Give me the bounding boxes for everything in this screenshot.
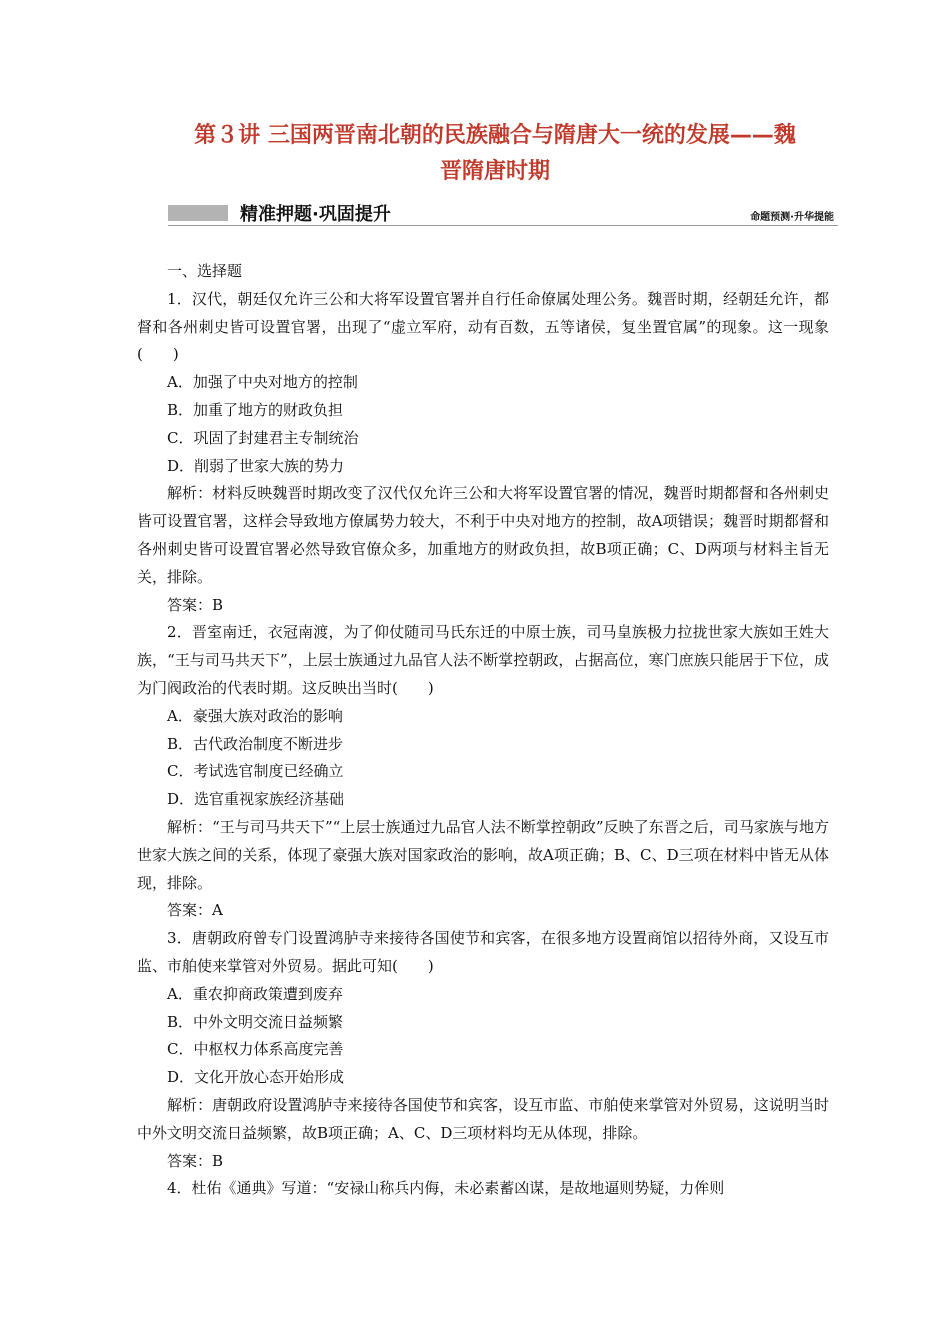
question-3-option-d: D．文化开放心态开始形成 [167,1068,345,1087]
question-3-stem: 3．唐朝政府曾专门设置鸿胪寺来接待各国使节和宾客，在很多地方设置商馆以招待外商，又设互市监、市舶使来掌管对外贸易。据此可知( ) [137,929,829,975]
question-4-stem: 4．杜佑《通典》写道：“安禄山称兵内侮，未必素蓄凶谋，是故地逼则势疑，力侔则 [167,1179,725,1198]
part-title: 一、选择题 [167,262,243,280]
question-1-option-a: A．加强了中央对地方的控制 [167,373,358,392]
question-2-stem: 2．晋室南迁，衣冠南渡，为了仰仗随司马氏东迁的中原士族，司马皇族极力拉拢世家大族如王姓大族，“王与司马共天下”，上层士族通过九品官人法不断掌控朝政，占据高位，寒门庶族只能居于下位，成为门阀政治的代表时期。这反映出当时( ) [137,623,829,697]
question-1-analysis: 解析：材料反映魏晋时期改变了汉代仅允许三公和大将军设置官署的情况，魏晋时期都督和各州刺史皆可设置官署，这样会导致地方僚属势力较大，不利于中央对地方的控制，故A项错误；魏晋时期都督和各州刺史皆可设置官署必然导致官僚众多，加重地方的财政负担，故B项正确；C、D两项与材料主旨无关，排除。 [137,484,829,586]
question-3-option-b: B．中外文明交流日益频繁 [167,1012,344,1031]
section-marker [168,205,228,221]
question-2-option-a: A．豪强大族对政治的影响 [167,706,343,725]
question-2-option-d: D．选官重视家族经济基础 [167,790,345,809]
title-line-2: 晋隋唐时期 [439,159,550,184]
question-1-stem: 1．汉代，朝廷仅允许三公和大将军设置官署并自行任命僚属处理公务。魏晋时期，经朝廷允许，都督和各州刺史皆可设置官署，出现了“虚立军府，动有百数，五等诸侯，复坐置官属”的现象。这一现象( ) [137,289,829,364]
question-3-answer: 答案：B [167,1151,224,1170]
question-1-option-d: D．削弱了世家大族的势力 [167,456,345,475]
section-heading: 精准押题·巩固提升 [240,204,391,225]
section-tag: 命题预测·升华提能 [750,212,834,223]
question-2-analysis: 解析：“王与司马共天下”“上层士族通过九品官人法不断掌控朝政”反映了东晋之后，司马家族与地方世家大族之间的关系，体现了豪强大族对国家政治的影响，故A项正确；B、C、D三项在材料中皆无从体现，排除。 [137,817,829,892]
question-2-option-c: C．考试选官制度已经确立 [167,762,344,781]
question-1-option-b: B．加重了地方的财政负担 [167,400,344,419]
document-title [150,118,840,190]
section-bar [168,203,838,226]
title-line-1: 第３讲 三国两晋南北朝的民族融合与隋唐大一统的发展——魏 [194,123,796,148]
question-3-option-c: C．中枢权力体系高度完善 [167,1040,344,1059]
question-1-option-c: C．巩固了封建君主专制统治 [167,428,359,447]
question-3-analysis: 解析：唐朝政府设置鸿胪寺来接待各国使节和宾客，设互市监、市舶使来掌管对外贸易，这说明当时中外文明交流日益频繁，故B项正确；A、C、D三项材料均无从体现，排除。 [137,1095,829,1142]
question-1-answer: 答案：B [167,595,224,614]
question-2-option-b: B．古代政治制度不断进步 [167,734,344,753]
question-content [137,258,829,1203]
question-3-option-a: A．重农抑商政策遭到废弃 [167,984,343,1003]
question-2-answer: 答案：A [167,901,223,920]
